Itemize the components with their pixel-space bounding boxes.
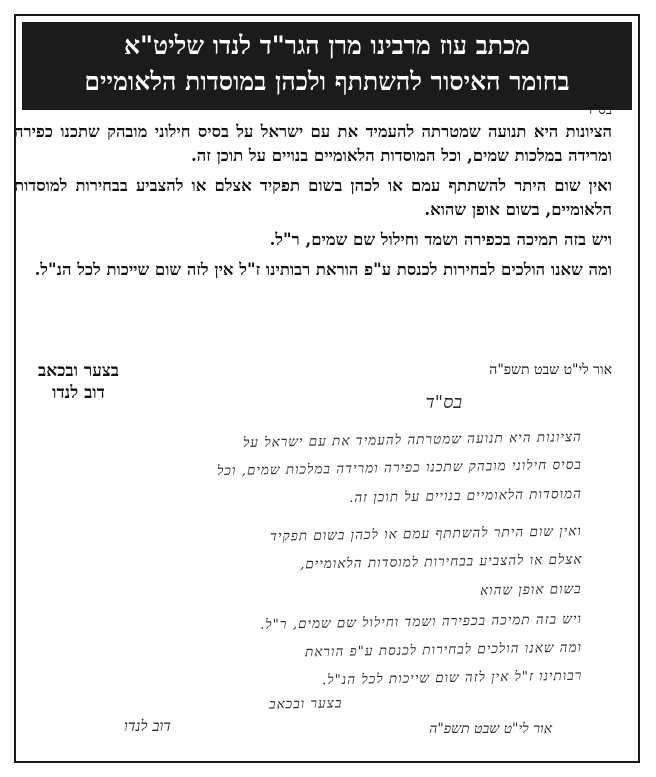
handwritten-line-1: הציונות היא תנועה שמטרתה להעמיד את עם ישראל על (242, 429, 583, 451)
handwritten-bsd: בס"ד (425, 392, 462, 413)
handwritten-line-6: בשום אופן שהוא (480, 581, 583, 599)
paragraph-1: הציונות היא תנועה שמטרתה להעמיד את עם ישראל על בסיס חילוני מובהק שתכנו כפירה ומרידה במלכות שמים, וכל המוסדות הלאומיים בנויים על תוכן זה. (14, 122, 612, 165)
handwritten-line-9: רבותינו ז"ל אין לזה שום שייכות לכל הנ"ל. (321, 667, 583, 689)
handwritten-line-10: בצער ובכאב (268, 695, 343, 713)
handwritten-line-7: ויש בזה תמיכה בכפירה ושמד וחילול שם שמים, ר"ל. (259, 611, 583, 633)
closing-text: בצער ובכאב (38, 361, 119, 381)
handwritten-line-2: בסיס חילוני מובהק שתכנו כפירה ומרידה במלכות שמים, וכל (217, 456, 583, 480)
handwritten-line-4: ואין שום היתר להשתתף עמם או לכהן בשום תפקיד (270, 523, 583, 545)
handwritten-signature: דוב לנדו (124, 717, 172, 735)
typed-letter (14, 102, 612, 288)
header-banner (22, 22, 632, 110)
header-title-line1: מכתב עוז מרבינו מרן הגר"ד לנדו שליט"א (123, 31, 531, 60)
handwritten-line-8: ומה שאנו הולכים לבחירות לכנסת ע"פ הוראת (304, 639, 583, 661)
handwritten-date: אור לי"ט שבט תשפ"ה (429, 721, 552, 737)
paragraph-3: ויש בזה תמיכה בכפירה ושמד וחילול שם שמים, ר"ל. (269, 230, 612, 249)
handwritten-line-5: אצלם או להצביע בבחירות למוסדות הלאומיים, (299, 551, 583, 573)
signer-name: דוב לנדו (52, 383, 105, 403)
handwritten-line-3: המוסדות הלאומיים בנויים על תוכן זה. (348, 485, 583, 507)
paragraph-2: ואין שום היתר להשתתף עמם או לכהן בשום תפקיד אצלם או להצביע בבחירות למוסדות הלאומיים, בשום אופן שהוא. (14, 176, 612, 219)
bsd-mark: בס"ד (586, 103, 612, 118)
header-title-line2: בחומר האיסור להשתתף ולכהן במוסדות הלאומיים (84, 67, 570, 96)
handwritten-letter (14, 392, 612, 738)
letter-date: אור לי"ט שבט תשפ"ה (489, 362, 612, 378)
paragraph-4: ומה שאנו הולכים לבחירות לכנסת ע"פ הוראת רבותינו ז"ל אין לזה שום שייכות לכל הנ"ל. (34, 260, 612, 279)
